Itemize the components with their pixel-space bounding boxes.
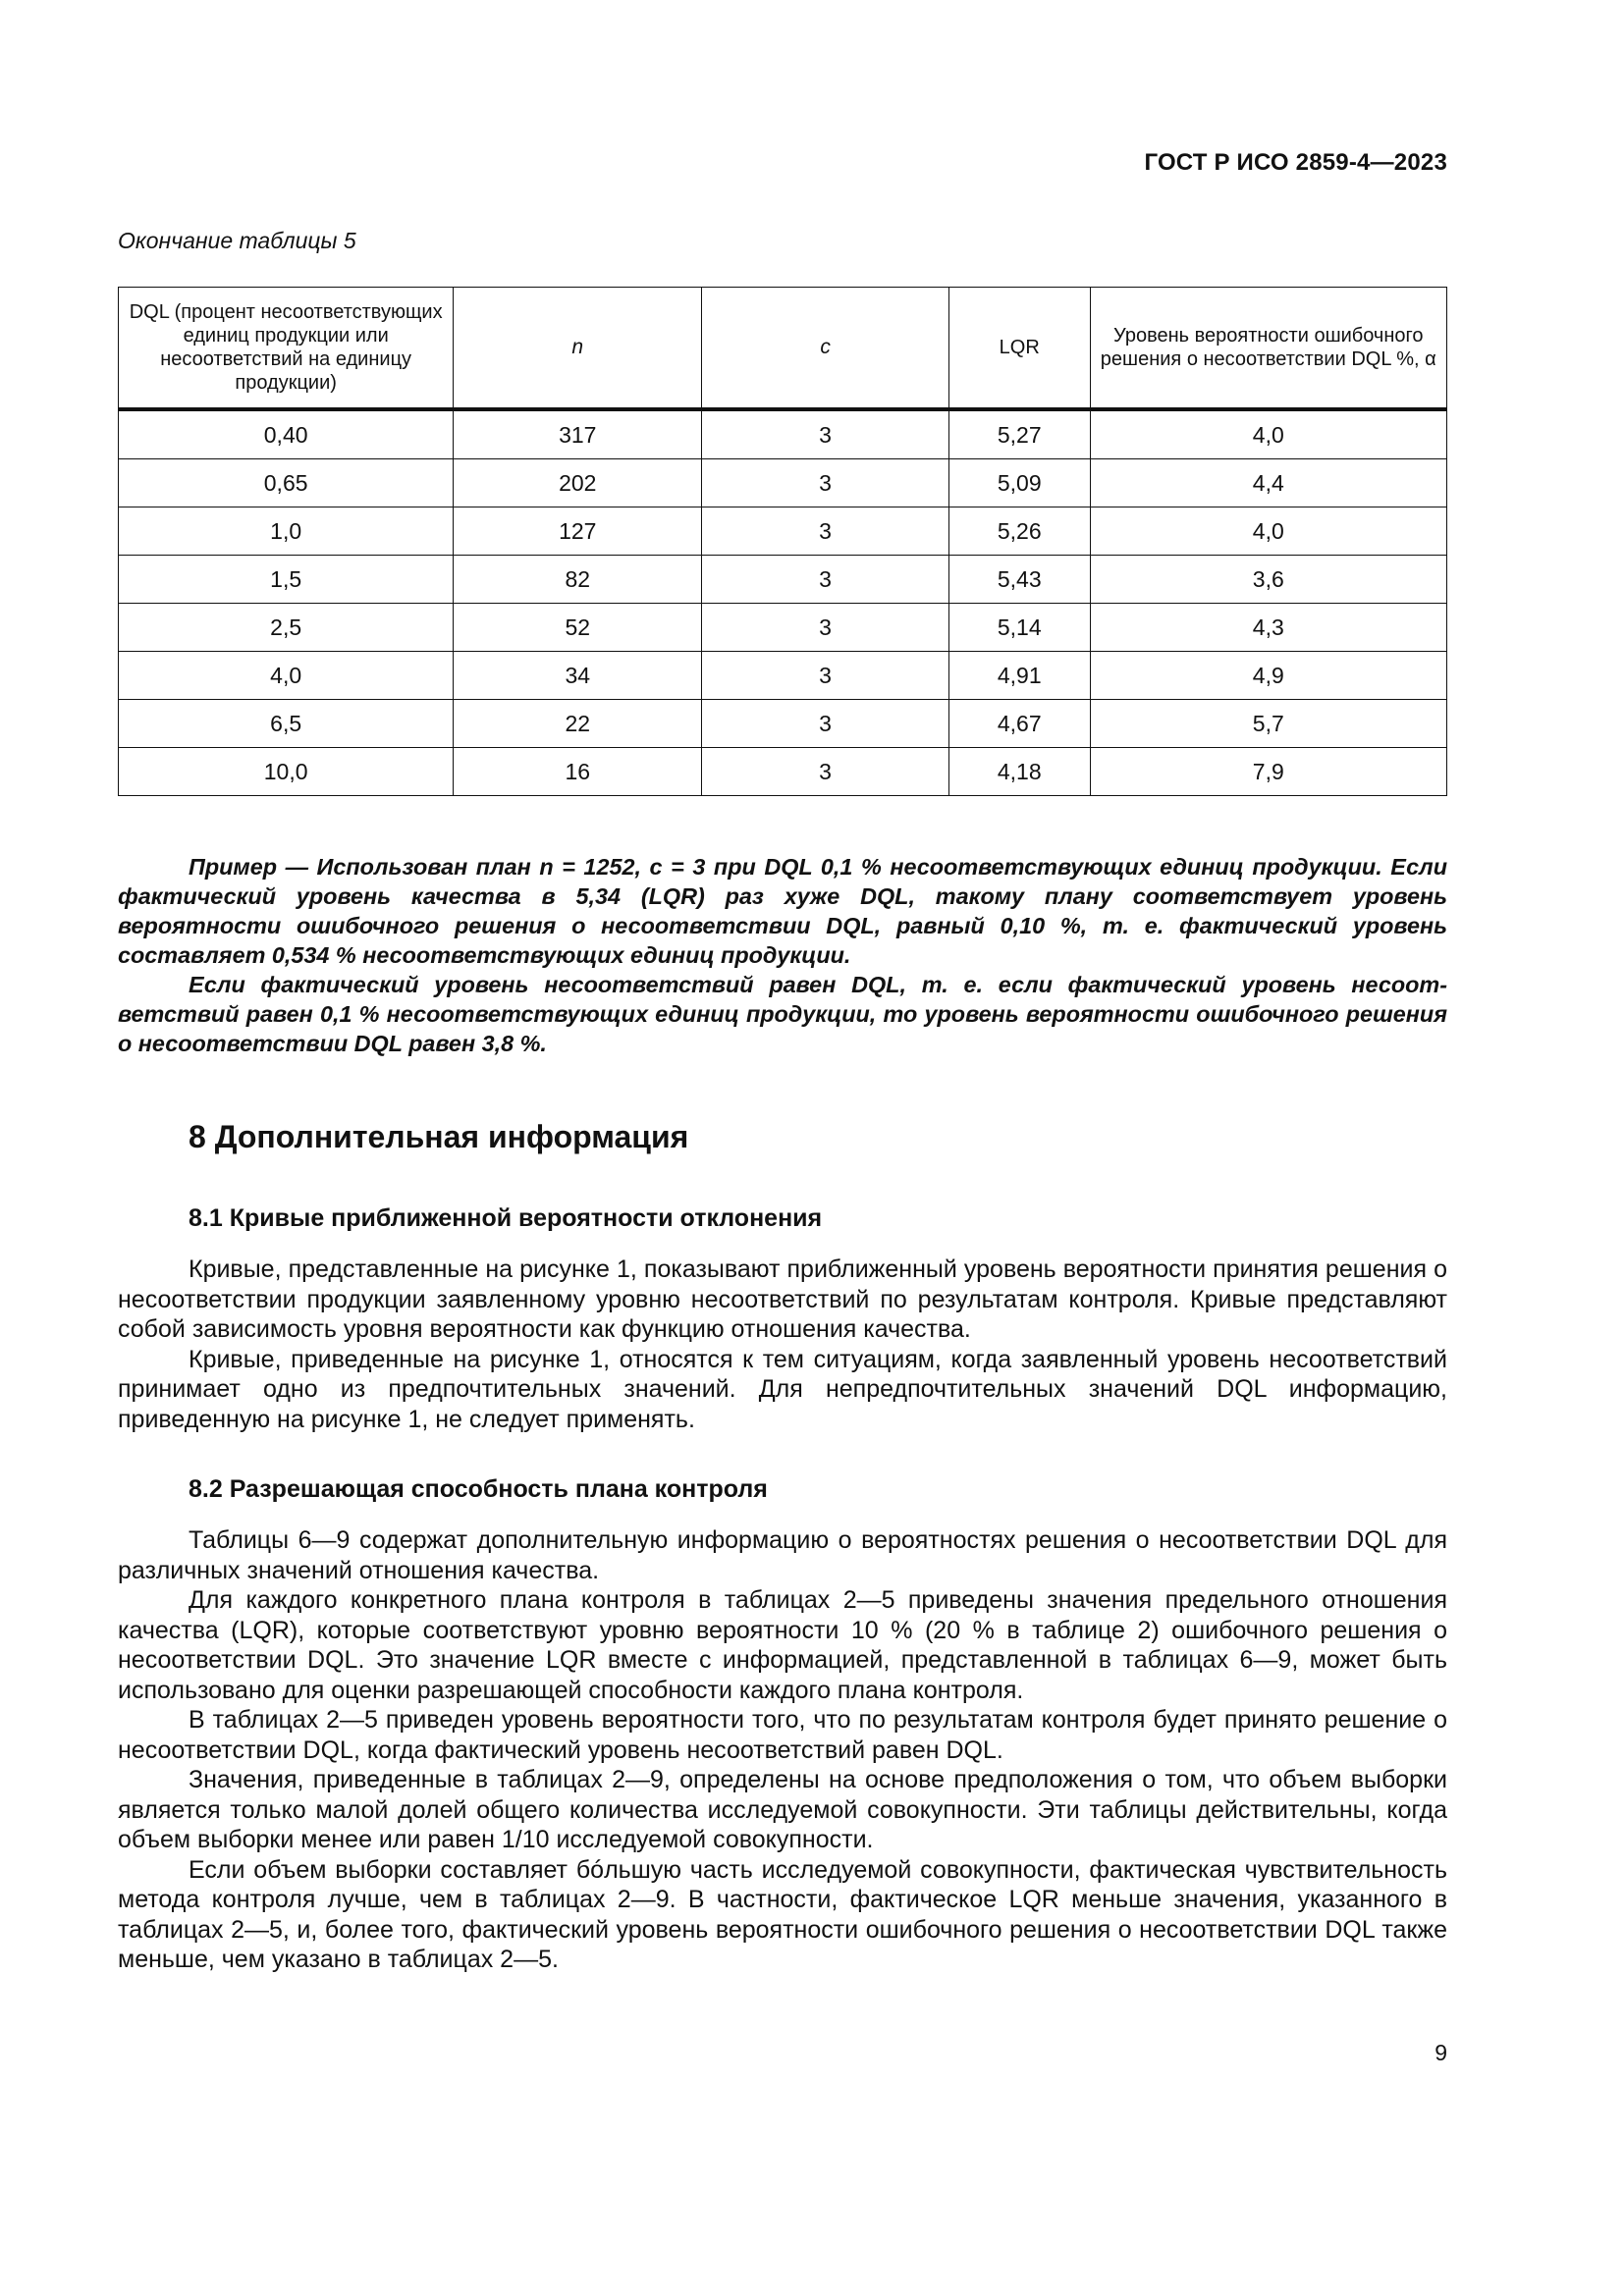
cell-n: 202: [454, 459, 702, 507]
document-code: ГОСТ Р ИСО 2859-4—2023: [1144, 149, 1447, 176]
cell-c: 3: [702, 459, 949, 507]
paragraph: Таблицы 6—9 содержат дополнительную информацию о вероятностях решения о несоответствии DQL для различных значений отношения качества.: [118, 1526, 1447, 1584]
cell-dql: 10,0: [119, 748, 454, 796]
cell-c: 3: [702, 556, 949, 604]
cell-n: 127: [454, 507, 702, 556]
cell-c: 3: [702, 652, 949, 700]
example-paragraph: Если фактический уровень несоответствий равен DQL, т. е. если фактический уровень несоответствий равен 0,1 % несоответствующих единиц продукции, то уровень вероятности ошибочного решения о несоответствии DQL равен 3,8 %.: [118, 972, 1447, 1056]
data-table: [118, 287, 1447, 796]
table-row: [119, 459, 1447, 507]
column-header-dql: DQL (процент несоответствующих единиц продукции или несоответствий на единицу продукции): [119, 288, 454, 410]
cell-dql: 4,0: [119, 652, 454, 700]
cell-lqr: 4,18: [948, 748, 1090, 796]
cell-lqr: 5,27: [948, 409, 1090, 459]
paragraph: Кривые, приведенные на рисунке 1, относятся к тем ситуациям, когда заявленный уровень несоответствий принимает одно из предпочтительных значений. Для непредпочтительных значений DQL информацию, приведенную на рисунке 1, не следует применять.: [118, 1345, 1447, 1433]
cell-lqr: 4,91: [948, 652, 1090, 700]
paragraph: Значения, приведенные в таблицах 2—9, определены на основе предположения о том, что объем выборки является только малой долей общего количества исследуемой совокупности. Эти таблицы действительны, когда объем выборки менее или равен 1/10 исследуемой совокупности.: [118, 1766, 1447, 1853]
cell-n: 34: [454, 652, 702, 700]
page-number: 9: [1435, 2040, 1447, 2065]
cell-alpha: 4,0: [1090, 409, 1446, 459]
cell-c: 3: [702, 409, 949, 459]
subsection-8-2-body: [118, 1525, 1447, 1975]
cell-lqr: 5,26: [948, 507, 1090, 556]
cell-alpha: 4,3: [1090, 604, 1446, 652]
section-8-title: 8 Дополнительная информация: [189, 1119, 689, 1154]
subsection-8-1-heading: [118, 1203, 1447, 1234]
cell-lqr: 5,43: [948, 556, 1090, 604]
cell-dql: 6,5: [119, 700, 454, 748]
cell-n: 317: [454, 409, 702, 459]
example-block: [118, 852, 1447, 1058]
paragraph: Кривые, представленные на рисунке 1, показывают приближенный уровень вероятности принятия решения о несоответствии продукции заявленному уровню несоответствий по результатам контроля. Кривые представляют собой зависимость уровня вероятности как функцию отношения качества.: [118, 1255, 1447, 1343]
table-caption: Окончание таблицы 5: [118, 228, 356, 253]
paragraph: Для каждого конкретного плана контроля в таблицах 2—5 приведены значения предельного отношения качества (LQR), которые соответствуют уровню вероятности 10 % (20 % в таблице 2) ошибочного решения о несоответствии DQL. Это значение LQR вместе с информацией, представленной в таблицах 6—9, может быть использовано для оценки разрешающей способности каждого плана контроля.: [118, 1586, 1447, 1704]
cell-dql: 1,0: [119, 507, 454, 556]
cell-alpha: 4,4: [1090, 459, 1446, 507]
paragraph: Если объем выборки составляет бóльшую часть исследуемой совокупности, фактическая чувствительность метода контроля лучше, чем в таблицах 2—9. В частности, фактическое LQR меньше значения, указанного в таблицах 2—5, и, более того, фактический уровень вероятности ошибочного решения о несоответствии DQL также меньше, чем указано в таблицах 2—5.: [118, 1855, 1447, 1973]
cell-n: 82: [454, 556, 702, 604]
table-header: [119, 288, 1447, 410]
cell-c: 3: [702, 700, 949, 748]
cell-dql: 0,65: [119, 459, 454, 507]
cell-n: 16: [454, 748, 702, 796]
table-body: [119, 409, 1447, 796]
cell-alpha: 7,9: [1090, 748, 1446, 796]
cell-c: 3: [702, 507, 949, 556]
table-row: [119, 604, 1447, 652]
subsection-8-2-title: 8.2 Разрешающая способность плана контроля: [189, 1475, 768, 1503]
column-header-c: c: [702, 288, 949, 410]
cell-dql: 2,5: [119, 604, 454, 652]
cell-alpha: 4,0: [1090, 507, 1446, 556]
table-row: [119, 652, 1447, 700]
cell-alpha: 3,6: [1090, 556, 1446, 604]
table-row: [119, 748, 1447, 796]
cell-c: 3: [702, 604, 949, 652]
cell-alpha: 4,9: [1090, 652, 1446, 700]
cell-dql: 1,5: [119, 556, 454, 604]
cell-dql: 0,40: [119, 409, 454, 459]
cell-n: 22: [454, 700, 702, 748]
column-header-lqr: LQR: [948, 288, 1090, 410]
table-row: [119, 700, 1447, 748]
subsection-8-1-body: [118, 1255, 1447, 1434]
paragraph: В таблицах 2—5 приведен уровень вероятности того, что по результатам контроля будет принято решение о несоответствии DQL, когда фактический уровень несоответствий равен DQL.: [118, 1706, 1447, 1764]
cell-n: 52: [454, 604, 702, 652]
table-row: [119, 556, 1447, 604]
column-header-alpha: Уровень вероятности ошибочного решения о несоответствии DQL %, α: [1090, 288, 1446, 410]
cell-alpha: 5,7: [1090, 700, 1446, 748]
cell-c: 3: [702, 748, 949, 796]
subsection-8-2-heading: [118, 1474, 1447, 1505]
example-paragraph: Пример — Использован план n = 1252, c = 3 при DQL 0,1 % несоответствующих единиц продукции. Если фактический уровень качества в 5,34 (LQR) раз хуже DQL, такому плану соответствует уровень вероятности ошибочного решения о несоответствии DQL, равный 0,10 %, т. е. фактический уровень составляет 0,534 % несоответствующих единиц продукции.: [118, 854, 1447, 968]
subsection-8-1-title: 8.1 Кривые приближенной вероятности отклонения: [189, 1204, 823, 1232]
cell-lqr: 4,67: [948, 700, 1090, 748]
table-row: [119, 409, 1447, 459]
cell-lqr: 5,14: [948, 604, 1090, 652]
table-row: [119, 507, 1447, 556]
column-header-n: n: [454, 288, 702, 410]
cell-lqr: 5,09: [948, 459, 1090, 507]
